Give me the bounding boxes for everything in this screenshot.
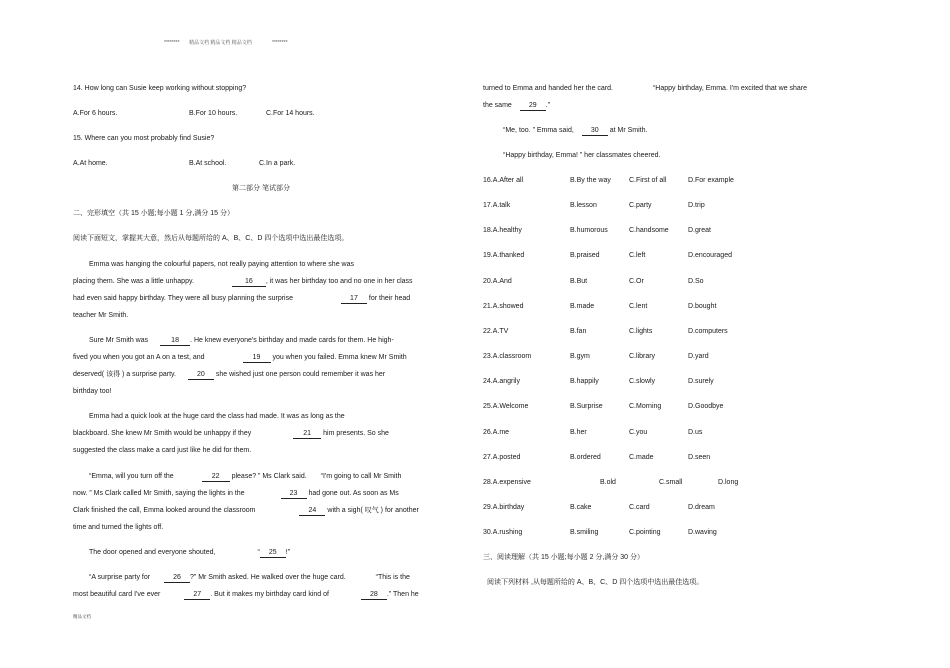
text: Clark finished the call, Emma looked around the classroom	[73, 507, 256, 514]
option-27-a: 27.A.posted	[483, 453, 521, 461]
section-three-heading: 三、阅读理解（共 15 小题;每小题 2 分,满分 30 分）	[483, 554, 645, 561]
option-26-b: B.her	[570, 428, 587, 436]
text: “I'm going to call Mr Smith	[320, 473, 402, 480]
option-27-b: B.ordered	[570, 453, 601, 461]
blank-26: 26	[164, 574, 190, 583]
blank-18: 18	[160, 337, 190, 346]
passage-line	[89, 574, 410, 583]
text: .” Then he	[386, 591, 419, 598]
blank-16: 16	[232, 278, 266, 287]
text: for their head	[368, 295, 411, 302]
option-18-c: C.handsome	[629, 227, 669, 235]
text: ?” Mr Smith asked. He walked over the huge card.	[190, 574, 346, 581]
option-21-c: C.lent	[629, 302, 648, 310]
blank-19: 19	[243, 354, 271, 363]
text: . But it makes my birthday card kind of	[210, 591, 329, 598]
text: “Me, too. ” Emma said,	[503, 127, 574, 134]
header-title: 精品文档 精品文档 精品文档	[189, 40, 252, 46]
text: “A surprise party for	[89, 574, 151, 581]
question-15-option-b: B.At school.	[189, 160, 227, 167]
blank-20: 20	[188, 371, 214, 380]
option-16-c: C.First of all	[629, 177, 667, 184]
passage-line	[73, 371, 385, 380]
option-29-a: 29.A.birthday	[483, 503, 525, 511]
option-25-b: B.Surprise	[570, 403, 603, 411]
option-24-b: B.happily	[570, 378, 599, 386]
blank-21: 21	[293, 430, 321, 439]
option-24-a: 24.A.angrily	[483, 378, 520, 386]
option-17-d: D.trip	[688, 202, 705, 210]
blank-24: 24	[299, 507, 325, 516]
blank-17: 17	[341, 295, 367, 304]
text: “This is the	[375, 574, 410, 581]
option-20-d: D.So	[688, 277, 704, 285]
option-17-a: 17.A.talk	[483, 202, 511, 210]
option-30-b: B.smiling	[570, 529, 599, 537]
option-25-d: D.Goodbye	[688, 403, 724, 411]
option-25-c: C.Morning	[629, 403, 662, 411]
blank-28: 28	[361, 591, 387, 600]
text: Sure Mr Smith was	[89, 337, 149, 344]
option-20-b: B.But	[570, 277, 588, 285]
text: you when you failed. Emma knew Mr Smith	[272, 354, 407, 361]
text: . He knew everyone's birthday and made cards for them. He high-	[190, 337, 394, 344]
option-16-a: 16.A.After all	[483, 177, 524, 184]
option-23-b: B.gym	[570, 353, 590, 361]
option-21-b: B.made	[570, 302, 595, 310]
option-16-b: B.By the way	[570, 177, 611, 184]
blank-30: 30	[582, 127, 608, 136]
option-29-c: C.card	[629, 503, 650, 511]
passage-line	[89, 473, 401, 482]
passage-line	[73, 278, 413, 287]
option-18-b: B.humorous	[570, 227, 608, 235]
option-28-b: B.old	[600, 478, 616, 486]
passage-line	[483, 102, 550, 111]
close-quote: !”	[285, 549, 291, 556]
question-15-option-a: A.At home.	[73, 160, 108, 167]
text: the same	[483, 102, 512, 109]
option-19-a: 19.A.thanked	[483, 252, 525, 260]
option-24-d: D.surely	[688, 378, 714, 386]
text: “Emma, will you turn off the	[89, 473, 174, 480]
option-18-a: 18.A.healthy	[483, 227, 522, 235]
open-quote: “	[257, 549, 260, 556]
text: blackboard. She knew Mr Smith would be unhappy if they	[73, 430, 252, 437]
text: she wished just one person could remember it was her	[215, 371, 386, 378]
option-29-d: D.dream	[688, 503, 715, 511]
text: him presents. So she	[323, 430, 389, 437]
passage-line	[73, 354, 407, 363]
option-28-d: D.long	[718, 478, 739, 486]
passage-line	[503, 127, 647, 136]
question-15-stem: 15. Where can you most probably find Susie?	[73, 135, 215, 142]
text: turned to Emma and handed her the card.	[483, 85, 613, 92]
option-24-c: C.slowly	[629, 378, 656, 386]
option-28-c: C.small	[659, 478, 683, 486]
option-30-a: 30.A.rushing	[483, 529, 523, 537]
part-two-title: 第二部分 笔试部分	[232, 185, 290, 192]
text: placing them. She was a little unhappy.	[73, 278, 194, 285]
option-23-d: D.yard	[688, 353, 709, 361]
question-14-stem: 14. How long can Susie keep working without stopping?	[73, 85, 247, 92]
text: “Happy birthday, Emma. I'm excited that we share	[652, 85, 808, 92]
passage-line	[73, 591, 419, 600]
passage-line	[73, 507, 419, 516]
question-14-option-a: A.For 6 hours.	[73, 110, 118, 117]
option-26-d: D.us	[688, 428, 703, 436]
option-21-d: D.bought	[688, 302, 717, 310]
text: .”	[545, 102, 551, 109]
section-three-instruction: 阅读下列材料 ,从每题所给的 A、B、C、D 四个选项中选出最佳选项。	[487, 579, 704, 586]
blank-25: 25	[260, 549, 286, 558]
text: most beautiful card I've ever	[73, 591, 161, 598]
passage-line: Emma was hanging the colourful papers, not really paying attention to where she was	[89, 261, 354, 268]
question-14-option-c: C.For 14 hours.	[266, 110, 315, 117]
passage-line	[73, 295, 410, 304]
text: deserved( 该得 ) a surprise party.	[73, 371, 176, 378]
blank-22: 22	[202, 473, 230, 482]
header-stars-right: ********	[272, 40, 288, 46]
option-27-d: D.seen	[688, 453, 711, 461]
footer-label: 精品文档	[73, 614, 91, 619]
passage-line	[89, 337, 394, 346]
option-18-d: D.great	[688, 227, 711, 235]
blank-27: 27	[184, 591, 210, 600]
option-22-a: 22.A.TV	[483, 327, 509, 335]
option-21-a: 21.A.showed	[483, 302, 524, 310]
text: fived you when you got an A on a test, and	[73, 354, 205, 361]
option-19-d: D.encouraged	[688, 252, 732, 260]
text: had gone out. As soon as Ms	[308, 490, 399, 497]
passage-line	[73, 490, 399, 499]
passage-line	[483, 85, 807, 93]
option-16-d: D.For example	[688, 177, 734, 184]
option-25-a: 25.A.Welcome	[483, 403, 529, 411]
text: had even said happy birthday. They were all busy planning the surprise	[73, 295, 293, 302]
option-26-c: C.you	[629, 428, 648, 436]
option-29-b: B.cake	[570, 503, 592, 511]
option-26-a: 26.A.me	[483, 428, 510, 436]
blank-29: 29	[520, 102, 546, 111]
section-two-heading: 二、完形填空（共 15 小题;每小题 1 分,满分 15 分）	[73, 210, 235, 217]
passage-line: teacher Mr Smith.	[73, 312, 129, 319]
option-22-b: B.fan	[570, 327, 587, 335]
section-two-instruction: 阅读下面短文，掌握其大意，然后从每题所给的 A、B、C、D 四个选项中选出最佳选项。	[73, 235, 349, 242]
header-stars-left: ********	[164, 40, 180, 46]
passage-line: Emma had a quick look at the huge card the class had made. It was as long as the	[89, 413, 345, 420]
text: The door opened and everyone shouted,	[89, 549, 216, 556]
blank-23: 23	[281, 490, 307, 499]
passage-line: time and turned the lights off.	[73, 524, 164, 531]
option-19-b: B.praised	[570, 252, 600, 260]
text: , it was her birthday too and no one in her class	[265, 278, 413, 285]
option-23-c: C.library	[629, 353, 656, 361]
option-27-c: C.made	[629, 453, 654, 461]
option-30-c: C.pointing	[629, 529, 661, 537]
passage-line: “Happy birthday, Emma! ” her classmates cheered.	[503, 152, 661, 159]
text: with a sigh( 叹气 ) for another	[327, 507, 419, 514]
option-20-a: 20.A.And	[483, 277, 512, 285]
option-17-c: C.party	[629, 202, 652, 210]
passage-line: suggested the class make a card just like he did for them.	[73, 447, 252, 454]
text: at Mr Smith.	[609, 127, 648, 134]
option-20-c: C.Or	[629, 277, 644, 285]
option-30-d: D.waving	[688, 529, 717, 537]
text: please? ” Ms Clark said.	[231, 473, 307, 480]
option-23-a: 23.A.classroom	[483, 353, 532, 361]
passage-line	[89, 549, 290, 558]
question-14-option-b: B.For 10 hours.	[189, 110, 238, 117]
option-19-c: C.left	[629, 252, 646, 260]
passage-line	[73, 430, 389, 439]
option-22-d: D.computers	[688, 327, 728, 335]
text: now. ” Ms Clark called Mr Smith, saying the lights in the	[73, 490, 245, 497]
option-22-c: C.lights	[629, 327, 653, 335]
question-15-option-c: C.In a park.	[259, 160, 296, 167]
option-28-a: 28.A.expensive	[483, 478, 531, 486]
option-17-b: B.lesson	[570, 202, 597, 210]
passage-line: birthday too!	[73, 388, 112, 395]
